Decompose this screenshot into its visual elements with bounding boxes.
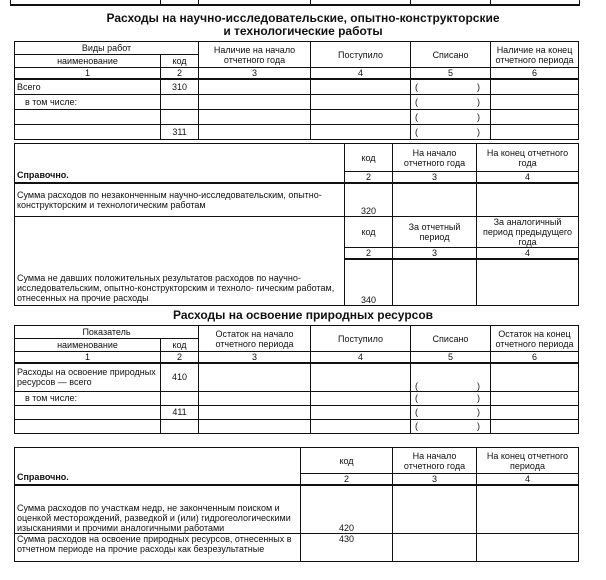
ref-col-start: На начало отчетного года [393, 448, 477, 474]
col-num-4: 4 [311, 352, 411, 364]
ref-num-2: 2 [301, 474, 393, 486]
item-430-code: 430 [301, 533, 393, 561]
table-row [15, 363, 579, 391]
section2-title: Расходы на освоение природных ресурсов [172, 308, 434, 322]
item-430-label: Сумма расходов на освоение природных ресурсов, отнесенных в отчетном периоде на прочие расходы как безрезультатные [15, 533, 301, 561]
col-num-4: 4 [311, 68, 411, 80]
paren-close: ) [477, 96, 481, 107]
row-code: 411 [161, 405, 199, 419]
cell-end[interactable] [491, 363, 579, 391]
cell-written-off[interactable] [411, 405, 491, 419]
paren-close: ) [477, 111, 481, 122]
item-420-end[interactable] [477, 485, 579, 533]
cell-written-off[interactable] [411, 363, 491, 391]
table-row [15, 485, 579, 533]
ref-num-3: 3 [393, 474, 477, 486]
previous-table-edge [10, 0, 580, 6]
ref2-num-3: 3 [393, 247, 477, 259]
cell-end[interactable] [491, 419, 579, 433]
ref2-code-header: код [345, 216, 393, 247]
cell-start[interactable] [199, 94, 311, 109]
ref-col-end: На конец отчетного года [477, 144, 579, 172]
header-code: код [161, 55, 199, 68]
header-received: Поступило [311, 42, 411, 68]
header-end: Остаток на конец отчетного периода [491, 326, 579, 352]
reference-label: Справочно. [15, 144, 345, 184]
col-num-2: 2 [161, 68, 199, 80]
cell-start[interactable] [199, 391, 311, 405]
table-row [15, 183, 579, 216]
rnd-expenses-table [14, 41, 579, 140]
table-row [15, 533, 579, 561]
cell-received[interactable] [311, 405, 411, 419]
cell-end[interactable] [491, 124, 579, 139]
cell-start[interactable] [199, 363, 311, 391]
row-name: в том числе: [15, 391, 161, 405]
paren-close: ) [477, 81, 481, 92]
ref-num-3: 3 [393, 172, 477, 184]
ref-col-start: На начало отчетного года [393, 144, 477, 172]
paren-open: ( [415, 96, 419, 107]
row-name [15, 419, 161, 433]
paren-close: ) [477, 126, 481, 137]
cell-start[interactable] [199, 405, 311, 419]
ref-col-end: На конец отчетного периода [477, 448, 579, 474]
cell-written-off[interactable] [411, 391, 491, 405]
header-name: наименование [15, 339, 161, 352]
paren-open: ( [415, 393, 418, 403]
ref-num-2: 2 [345, 172, 393, 184]
row-code [161, 391, 199, 405]
item-420-label: Сумма расходов по участкам недр, не законченным поиском и оценкой месторождений, разведкой и (или) гидрогеологическими изысканиями и прочими аналогичными работами [15, 485, 301, 533]
cell-end[interactable] [491, 94, 579, 109]
cell-written-off[interactable] [411, 124, 491, 139]
row-name: в том числе: [15, 94, 161, 109]
table-row [15, 124, 579, 139]
col-num-3: 3 [199, 352, 311, 364]
row-code: 310 [161, 79, 199, 94]
ref-num-4: 4 [477, 172, 579, 184]
row-name [15, 405, 161, 419]
header-received: Поступило [311, 326, 411, 352]
col-num-6: 6 [491, 352, 579, 364]
row-code: 311 [161, 124, 199, 139]
cell-written-off[interactable] [411, 79, 491, 94]
header-written-off: Списано [411, 326, 491, 352]
item-340-period[interactable] [393, 259, 477, 306]
item-340-code: 340 [345, 259, 393, 306]
cell-start[interactable] [199, 79, 311, 94]
cell-written-off[interactable] [411, 419, 491, 433]
header-code: код [161, 339, 199, 352]
table-row [15, 79, 579, 94]
col-num-5: 5 [411, 68, 491, 80]
item-430-start[interactable] [393, 533, 477, 561]
table-row [15, 109, 579, 124]
table-row [15, 391, 579, 405]
row-name: Расходы на освоение природных ресурсов — всего [15, 363, 161, 391]
cell-received[interactable] [311, 79, 411, 94]
cell-received[interactable] [311, 109, 411, 124]
cell-received[interactable] [311, 94, 411, 109]
header-name: наименование [15, 55, 161, 68]
table-row [15, 419, 579, 433]
col-num-2: 2 [161, 352, 199, 364]
header-start: Остаток на начало отчетного периода [199, 326, 311, 352]
cell-end[interactable] [491, 109, 579, 124]
rnd-reference-table [14, 143, 579, 306]
cell-written-off[interactable] [411, 94, 491, 109]
resources-reference-table [14, 447, 579, 562]
item-340-prev[interactable] [477, 259, 579, 306]
col-num-1: 1 [15, 352, 161, 364]
paren-close: ) [477, 407, 480, 417]
col-num-5: 5 [411, 352, 491, 364]
paren-open: ( [415, 407, 418, 417]
ref2-num-4: 4 [477, 247, 579, 259]
row-code [161, 419, 199, 433]
header-work-types: Виды работ [15, 42, 199, 55]
section1-title-line1: Расходы на научно-исследовательские, опытно-конструкторские [106, 11, 500, 25]
header-end: Наличие на конец отчетного периода [491, 42, 579, 68]
ref2-col-period: За отчетный период [393, 216, 477, 247]
cell-received[interactable] [311, 419, 411, 433]
cell-start[interactable] [199, 124, 311, 139]
cell-received[interactable] [311, 124, 411, 139]
col-num-3: 3 [199, 68, 311, 80]
paren-open: ( [415, 81, 419, 92]
cell-start[interactable] [199, 419, 311, 433]
paren-open: ( [415, 380, 418, 391]
item-340-label: Сумма не давших положительных результатов расходов по научно-исследовательским, опытно-конструкторским и техноло- гическим работам, отнесенных на прочие расходы [15, 216, 345, 306]
ref-code-header: код [301, 448, 393, 474]
cell-received[interactable] [311, 363, 411, 391]
item-420-start[interactable] [393, 485, 477, 533]
table-row [15, 405, 579, 419]
cell-end[interactable] [491, 391, 579, 405]
paren-open: ( [415, 421, 418, 431]
cell-end[interactable] [491, 405, 579, 419]
paren-open: ( [415, 111, 419, 122]
section1-title-line2: и технологические работы [223, 24, 383, 38]
item-430-end[interactable] [477, 533, 579, 561]
reference-label: Справочно. [15, 448, 301, 486]
row-name [15, 124, 161, 139]
row-code: 410 [161, 363, 199, 391]
item-420-code: 420 [301, 485, 393, 533]
item-320-code: 320 [345, 183, 393, 216]
item-320-start[interactable] [393, 183, 477, 216]
resources-expenses-table [14, 325, 579, 434]
paren-open: ( [415, 126, 419, 137]
row-name [15, 109, 161, 124]
row-name: Всего [15, 79, 161, 94]
col-num-1: 1 [15, 68, 161, 80]
header-start: Наличие на начало отчетного года [199, 42, 311, 68]
col-num-6: 6 [491, 68, 579, 80]
cell-end[interactable] [491, 79, 579, 94]
ref-num-4: 4 [477, 474, 579, 486]
row-code [161, 109, 199, 124]
cell-start[interactable] [199, 109, 311, 124]
ref2-col-prev: За аналогичный период предыдущего года [477, 216, 579, 247]
paren-close: ) [477, 421, 480, 431]
cell-received[interactable] [311, 391, 411, 405]
table-row [15, 94, 579, 109]
row-code [161, 94, 199, 109]
header-indicator: Показатель [15, 326, 199, 339]
item-320-label: Сумма расходов по незаконченным научно-исследовательским, опытно-конструкторским и технологическим работам [15, 183, 345, 216]
ref2-num-2: 2 [345, 247, 393, 259]
ref-code-header: код [345, 144, 393, 172]
paren-close: ) [477, 393, 480, 403]
item-320-end[interactable] [477, 183, 579, 216]
cell-written-off[interactable] [411, 109, 491, 124]
header-written-off: Списано [411, 42, 491, 68]
paren-close: ) [477, 380, 480, 391]
